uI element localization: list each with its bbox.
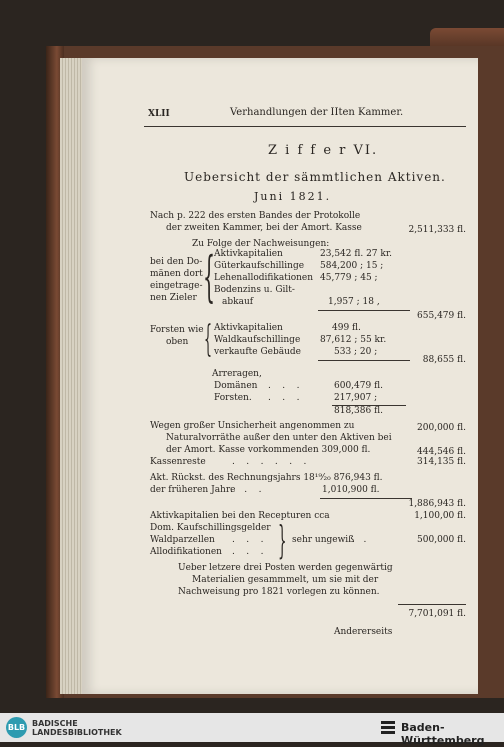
group-side-label: nen Zieler (150, 293, 197, 303)
item-label: verkaufte Gebäude (214, 347, 301, 357)
library-name (32, 719, 122, 737)
item-value: 1,010,900 fl. (322, 485, 380, 495)
item-label: Aktivkapitalien (214, 249, 283, 259)
item-label: Aktivkapitalien (214, 323, 283, 333)
page-edges (60, 58, 82, 694)
dot-leader: . . (352, 535, 367, 545)
catchword: Andererseits (334, 627, 393, 637)
book (46, 46, 504, 698)
footer-bar (0, 713, 504, 747)
header-rule (144, 126, 466, 127)
amount: 2,511,333 fl. (408, 225, 466, 235)
item-label: Güterkaufschillinge (214, 261, 305, 271)
item-value: 23,542 fl. 27 kr. (320, 249, 393, 259)
item-value: 1,957 ; 18 , (328, 297, 380, 307)
brace: { (203, 245, 216, 308)
text-line: Allodifikationen (150, 547, 222, 557)
date-line: Juni 1821. (254, 190, 332, 203)
group-side-label: mänen dort (150, 269, 203, 279)
item-value: 600,479 fl. (334, 381, 383, 391)
text-line: Wegen großer Unsicherheit angenommen zu (150, 421, 355, 431)
amount: 200,000 fl. (417, 423, 466, 433)
group-side-label: oben (166, 337, 189, 347)
coat-of-arms-icon (380, 720, 396, 735)
text-line: Ueber letzere drei Posten werden gegenwärtig (178, 563, 393, 573)
running-title: Verhandlungen der IIten Kammer. (230, 107, 404, 118)
blb-logo-icon: BLB (6, 717, 27, 738)
dot-leader: . . . . . . (232, 457, 307, 467)
text-line: Waldparzellen (150, 535, 215, 545)
item-value: 584,200 ; 15 ; (320, 261, 384, 271)
text-line: Dom. Kaufschillingsgelder (150, 523, 271, 533)
item-label: Lehenallodifikationen (214, 273, 314, 283)
text-line: Zu Folge der Nachweisungen: (192, 239, 330, 249)
group-side-label: Forsten wie (150, 325, 204, 335)
text-line: Kassenreste (150, 457, 206, 467)
dot-leader: . . . (230, 485, 262, 495)
text-line: Arreragen, (212, 369, 262, 379)
brace: } (278, 518, 287, 562)
text-line: Nach p. 222 des ersten Bandes der Protokolle (150, 211, 361, 221)
amount: 88,655 fl. (422, 355, 466, 365)
state-name: Baden-Württemberg (401, 721, 485, 747)
sum-rule (318, 310, 410, 311)
item-value: 533 ; 20 ; (334, 347, 378, 357)
text-line: Naturalvorräthe außer den unter den Aktiven bei (166, 433, 392, 443)
amount: 444,546 fl. (417, 447, 466, 457)
text-line: Aktivkapitalien bei den Recepturen cca (150, 511, 330, 521)
dot-leader: . . . (232, 547, 264, 557)
item-value: 499 fl. (332, 323, 361, 333)
sum-rule (320, 498, 412, 499)
library-name-line: BADISCHE (32, 719, 78, 728)
group-side-label: bei den Do- (150, 257, 203, 267)
dot-leader: . . . (268, 393, 300, 403)
grand-total: 7,701,091 fl. (408, 609, 466, 619)
amount: 314,135 fl. (417, 457, 466, 467)
text-line: der früheren Jahre (150, 485, 236, 495)
library-name-line: LANDESBIBLIOTHEK (32, 728, 122, 737)
item-label: Domänen (214, 381, 258, 391)
text-line: sehr ungewiß (292, 535, 355, 545)
text-line: der Amort. Kasse vorkommenden 309,000 fl. (166, 445, 371, 455)
amount: 1,100,00 fl. (414, 511, 466, 521)
item-value: 217,907 ; (334, 393, 378, 403)
dot-leader: . . . (232, 535, 264, 545)
text-line: Akt. Rückst. des Rechnungsjahrs 18¹⁹⁄₂₀ 876,943 fl. (150, 473, 383, 483)
amount: 655,479 fl. (417, 311, 466, 321)
item-label: Bodenzins u. Gilt- (214, 285, 295, 295)
book-page (82, 58, 478, 694)
group-side-label: eingetrage- (150, 281, 203, 291)
item-label: Forsten. (214, 393, 252, 403)
sum-rule (398, 604, 466, 605)
text-line: Materialien gesammmelt, um sie mit der (192, 575, 379, 585)
item-label: abkauf (222, 297, 254, 307)
brace: { (204, 319, 213, 360)
text-line: der zweiten Kammer, bei der Amort. Kasse (166, 223, 362, 233)
ziffer-heading: Z i f f e r VI. (268, 143, 379, 158)
text-line: Nachweisung pro 1821 vorlegen zu können. (178, 587, 380, 597)
dot-leader: . . . (268, 381, 300, 391)
page-number: XLII (148, 109, 170, 119)
item-value: 818,386 fl. (334, 406, 383, 416)
item-value: 45,779 ; 45 ; (320, 273, 378, 283)
amount: 1,886,943 fl. (408, 499, 466, 509)
item-label: Waldkaufschillinge (214, 335, 301, 345)
item-value: 87,612 ; 55 kr. (320, 335, 387, 345)
main-title: Uebersicht der sämmtlichen Aktiven. (184, 170, 446, 184)
amount: 500,000 fl. (417, 535, 466, 545)
